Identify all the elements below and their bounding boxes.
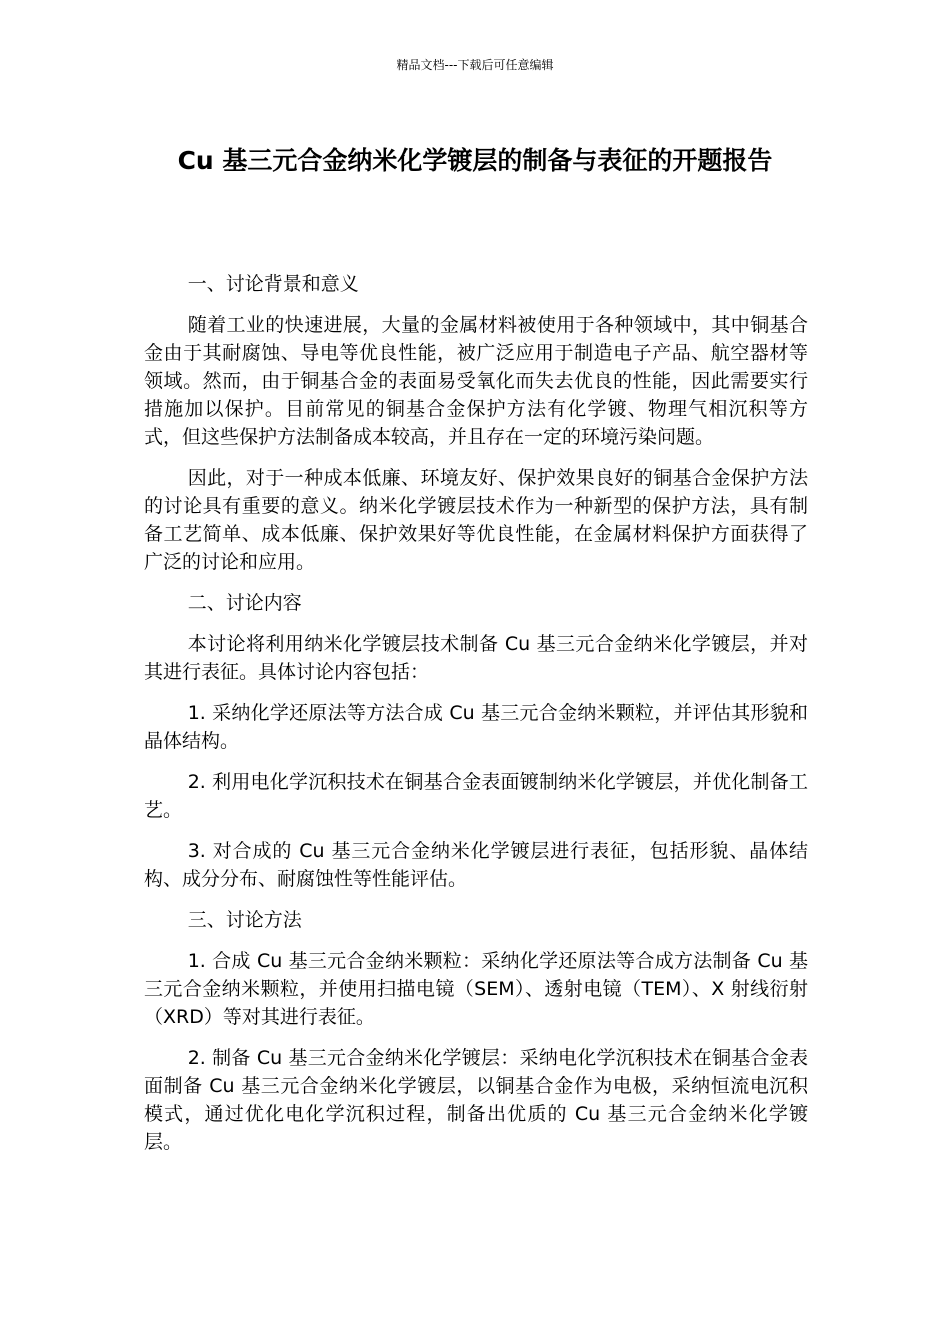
list-item-content-1: 1. 采纳化学还原法等方法合成 Cu 基三元合金纳米颗粒，并评估其形貌和晶体结构。 (144, 702, 808, 752)
list-item-method-2: 2. 制备 Cu 基三元合金纳米化学镀层：采纳电化学沉积技术在铜基合金表面制备 Cu 基三元合金纳米化学镀层，以铜基合金作为电极，采纳恒流电沉积模式，通过优化电化学沉积过程，制备出优质的 Cu 基三元合金纳米化学镀层。 (144, 1047, 808, 1153)
list-item-content-2: 2. 利用电化学沉积技术在铜基合金表面镀制纳米化学镀层，并优化制备工艺。 (144, 771, 808, 821)
paragraph-background-2: 因此，对于一种成本低廉、环境友好、保护效果良好的铜基合金保护方法的讨论具有重要的意义。纳米化学镀层技术作为一种新型的保护方法，具有制备工艺简单、成本低廉、保护效果好等优良性能，在金属材料保护方面获得了广泛的讨论和应用。 (144, 467, 808, 573)
page-header: 精品文档---下载后可任意编辑 (396, 58, 554, 72)
list-item-content-3: 3. 对合成的 Cu 基三元合金纳米化学镀层进行表征，包括形貌、晶体结构、成分分布、耐腐蚀性等性能评估。 (144, 840, 808, 890)
document-title: Cu 基三元合金纳米化学镀层的制备与表征的开题报告 (177, 146, 773, 175)
section-heading-background: 一、讨论背景和意义 (187, 273, 359, 295)
list-item-method-1: 1. 合成 Cu 基三元合金纳米颗粒：采纳化学还原法等合成方法制备 Cu 基三元合金纳米颗粒，并使用扫描电镜（SEM）、透射电镜（TEM）、X 射线衍射（XRD）等对其进行表征。 (144, 950, 808, 1028)
section-heading-content: 二、讨论内容 (187, 592, 302, 614)
document-body (144, 270, 808, 1169)
section-heading-methods: 三、讨论方法 (187, 909, 302, 931)
paragraph-content-intro: 本讨论将利用纳米化学镀层技术制备 Cu 基三元合金纳米化学镀层，并对其进行表征。具体讨论内容包括： (144, 633, 808, 683)
paragraph-background-1: 随着工业的快速进展，大量的金属材料被使用于各种领域中，其中铜基合金由于其耐腐蚀、导电等优良性能，被广泛应用于制造电子产品、航空器材等领域。然而，由于铜基合金的表面易受氧化而失去优良的性能，因此需要实行措施加以保护。目前常见的铜基合金保护方法有化学镀、物理气相沉积等方式，但这些保护方法制备成本较高，并且存在一定的环境污染问题。 (144, 314, 808, 448)
